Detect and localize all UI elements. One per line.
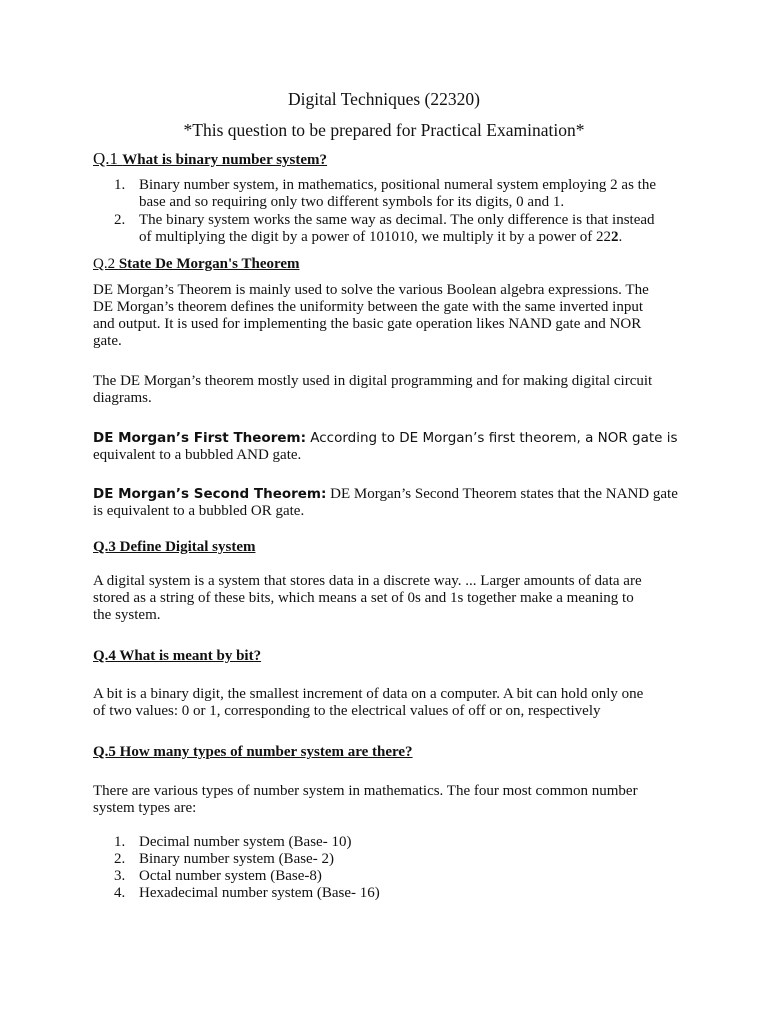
question-1-heading bbox=[93, 150, 327, 169]
q5-item-4-number: 4. bbox=[114, 885, 126, 901]
first-theorem-text: According to DE Morgan’s first theorem, a NOR gate is bbox=[305, 430, 678, 446]
second-theorem-label: DE Morgan’s Second Theorem: bbox=[93, 486, 327, 502]
q5-item-2-number: 2. bbox=[114, 851, 126, 867]
q1-item-1-number: 1. bbox=[114, 177, 126, 193]
q2-para2-line-1: The DE Morgan’s theorem mostly used in digital programming and for making digital circuit bbox=[93, 373, 653, 389]
q4-line-1: A bit is a binary digit, the smallest increment of data on a computer. A bit can hold only one bbox=[93, 686, 644, 702]
q2-para1-line-3: and output. It is used for implementing the basic gate operation likes NAND gate and NOR bbox=[93, 316, 642, 332]
q5-item-3-text: Octal number system (Base-8) bbox=[139, 868, 322, 884]
q1-item-2-line-2 bbox=[139, 229, 622, 246]
document-title: Digital Techniques (22320) bbox=[288, 89, 480, 109]
question-2-prefix: Q.2 bbox=[93, 256, 119, 272]
question-1-prefix: Q.1 bbox=[93, 149, 123, 168]
q5-item-2-text: Binary number system (Base- 2) bbox=[139, 851, 334, 867]
q2-first-theorem bbox=[93, 430, 678, 447]
q5-line-1: There are various types of number system in mathematics. The four most common number bbox=[93, 783, 638, 799]
q2-second-theorem bbox=[93, 486, 678, 503]
question-2-text: State De Morgan's Theorem bbox=[118, 256, 300, 272]
q5-line-2: system types are: bbox=[93, 800, 197, 816]
q2-para2-line-2: diagrams. bbox=[93, 390, 152, 406]
q5-item-4-text: Hexadecimal number system (Base- 16) bbox=[139, 885, 380, 901]
q2-para1-line-4: gate. bbox=[93, 333, 122, 349]
q2-para1-line-2: DE Morgan’s theorem defines the uniformity between the gate with the same inverted input bbox=[93, 299, 643, 315]
q1-item-1-line-2: base and so requiring only two different symbols for its digits, 0 and 1. bbox=[139, 194, 565, 210]
document-subtitle: *This question to be prepared for Practical Examination* bbox=[183, 120, 585, 140]
q1-item-2-line-1: The binary system works the same way as decimal. The only difference is that instead bbox=[139, 212, 655, 228]
question-3-heading bbox=[93, 539, 255, 556]
q5-item-3-number: 3. bbox=[114, 868, 126, 884]
question-1-text: What is binary number system? bbox=[122, 152, 328, 168]
second-theorem-text: DE Morgan’s Second Theorem states that the NAND gate bbox=[326, 486, 678, 502]
question-4-heading bbox=[93, 648, 261, 665]
question-2-heading bbox=[93, 256, 300, 273]
q2-para1-line-1: DE Morgan’s Theorem is mainly used to solve the various Boolean algebra expressions. The bbox=[93, 282, 649, 298]
question-4-text: Q.4 What is meant by bit? bbox=[93, 648, 262, 664]
q1-item-2-bold-tail: 2 bbox=[611, 229, 619, 245]
q5-item-1-text: Decimal number system (Base- 10) bbox=[139, 834, 352, 850]
q5-item-1-number: 1. bbox=[114, 834, 126, 850]
question-5-text: Q.5 How many types of number system are there? bbox=[93, 744, 413, 760]
q2-first-theorem-line-2: equivalent to a bubbled AND gate. bbox=[93, 447, 302, 463]
q3-line-1: A digital system is a system that stores data in a discrete way. ... Larger amounts of data are bbox=[93, 573, 642, 589]
q1-item-2-line-2-text: of multiplying the digit by a power of 101010, we multiply it by a power of 22 bbox=[139, 229, 612, 245]
first-theorem-label: DE Morgan’s First Theorem: bbox=[93, 430, 306, 446]
question-5-heading bbox=[93, 744, 413, 761]
q4-line-2: of two values: 0 or 1, corresponding to the electrical values of off or on, respectively bbox=[93, 703, 601, 719]
question-3-text: Q.3 Define Digital system bbox=[93, 539, 256, 555]
q1-item-1-line-1: Binary number system, in mathematics, positional numeral system employing 2 as the bbox=[139, 177, 656, 193]
q2-second-theorem-line-2: is equivalent to a bubbled OR gate. bbox=[93, 503, 305, 519]
q3-line-2: stored as a string of these bits, which means a set of 0s and 1s together make a meaning to bbox=[93, 590, 634, 606]
q3-line-3: the system. bbox=[93, 607, 161, 623]
q1-item-2-period: . bbox=[618, 229, 623, 245]
q1-item-2-number: 2. bbox=[114, 212, 126, 228]
